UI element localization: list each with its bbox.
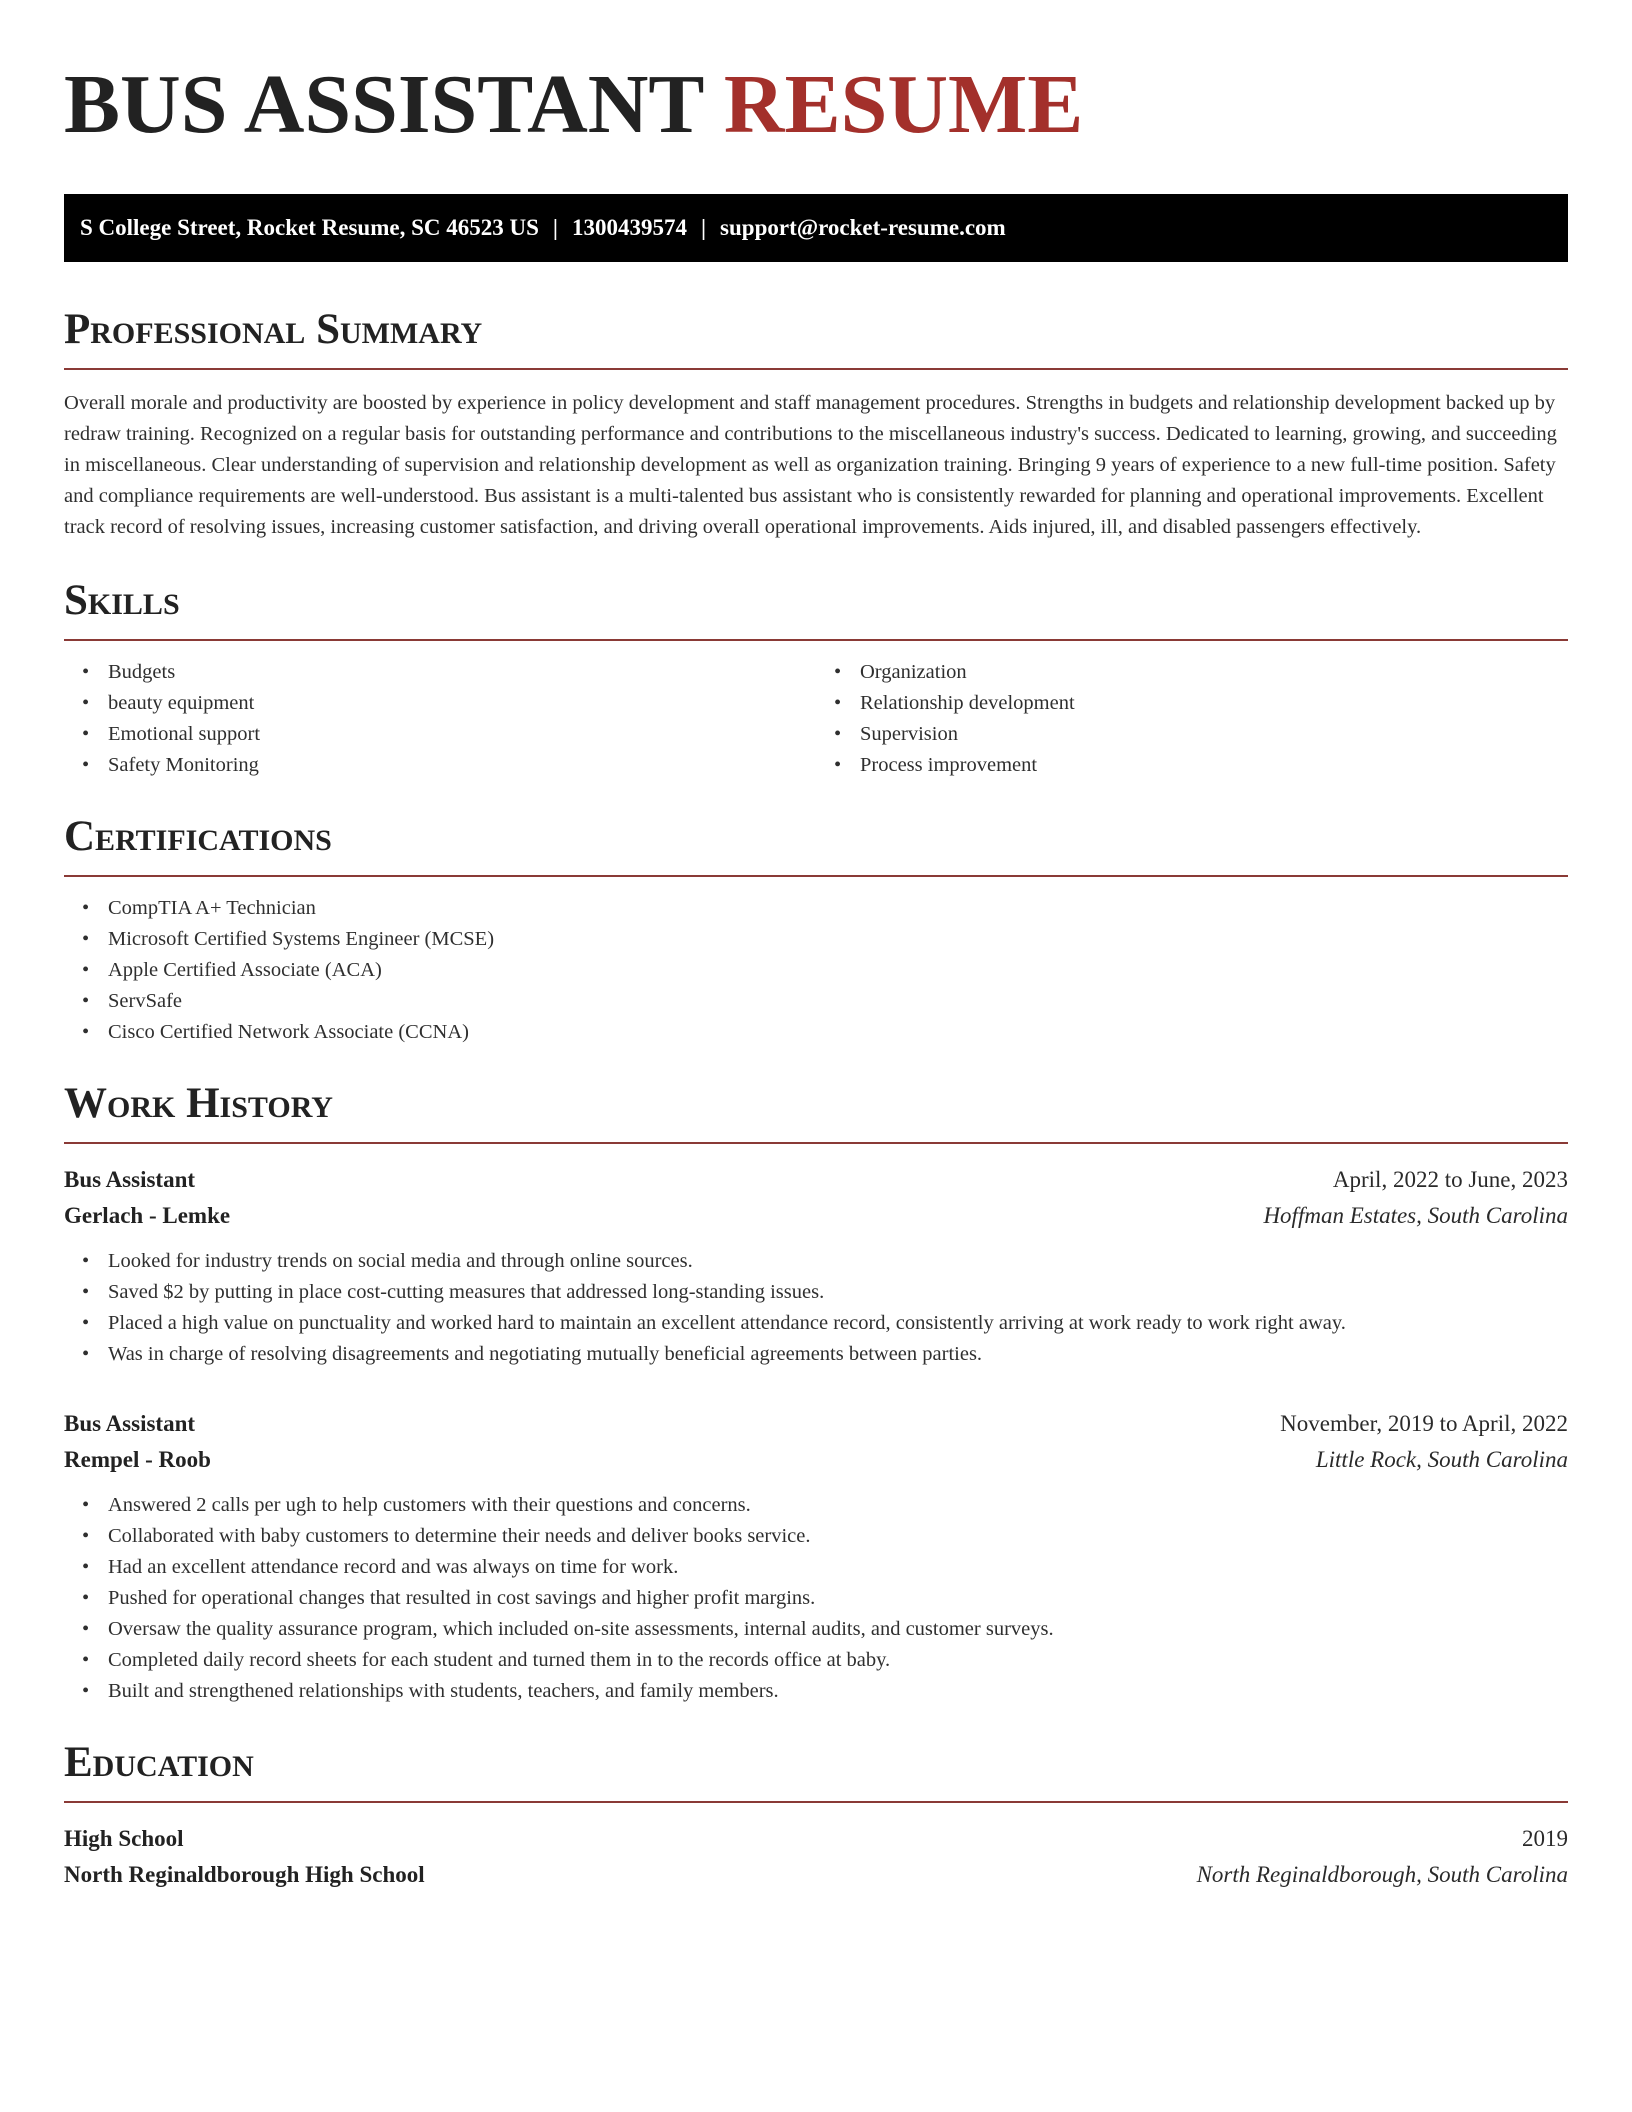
- certification-item: • CompTIA A+ Technician: [108, 893, 1568, 924]
- section-heading-summary: Professional Summary: [64, 306, 1568, 370]
- certification-item: • Cisco Certified Network Associate (CCNA): [108, 1017, 1568, 1048]
- work-history-section: [64, 1080, 1568, 1707]
- job-dates: April, 2022 to June, 2023: [1332, 1167, 1568, 1192]
- job-duty: • Saved $2 by putting in place cost-cutting measures that addressed long-standing issues.: [108, 1277, 1568, 1308]
- job-location: Hoffman Estates, South Carolina: [1263, 1203, 1568, 1228]
- job-header-row: [64, 1162, 1568, 1198]
- contact-address: S College Street, Rocket Resume, SC 46523 US: [80, 215, 539, 240]
- job-duty: • Had an excellent attendance record and was always on time for work.: [108, 1552, 1568, 1583]
- contact-separator: |: [700, 215, 707, 240]
- education-school-row: [64, 1857, 1568, 1893]
- summary-text: Overall morale and productivity are boosted by experience in policy development and staff management procedures. Strengths in budgets and relationship development backed up by redraw training. Recognized on a regular basis for outstanding performance and contributions to the miscellaneous industry's success. Dedicated to learning, growing, and succeeding in miscellaneous. Clear understanding of supervision and relationship development as well as organization training. Bringing 9 years of experience to a new full-time position. Safety and compliance requirements are well-understood. Bus assistant is a multi-talented bus assistant who is consistently rewarded for planning and operational improvements. Excellent track record of resolving issues, increasing customer satisfaction, and driving overall operational improvements. Aids injured, ill, and disabled passengers effectively.: [64, 392, 1557, 538]
- job-title: Bus Assistant: [64, 1411, 196, 1436]
- contact-bar: [64, 194, 1568, 262]
- job-duties-list: [64, 1246, 1568, 1370]
- education-location: North Reginaldborough, South Carolina: [1196, 1862, 1568, 1887]
- skill-item: • Relationship development: [860, 688, 1568, 719]
- contact-separator: |: [552, 215, 558, 240]
- skill-item: • Safety Monitoring: [108, 750, 816, 781]
- skills-section: [64, 577, 1568, 781]
- certifications-section: [64, 813, 1568, 1048]
- job-duty: • Completed daily record sheets for each student and turned them in to the records office at baby.: [108, 1645, 1568, 1676]
- skill-item: • Budgets: [108, 657, 816, 688]
- job-company: Rempel - Roob: [64, 1447, 211, 1472]
- education-entry: [64, 1821, 1568, 1893]
- section-heading-skills: Skills: [64, 577, 1568, 641]
- job-duty: • Collaborated with baby customers to determine their needs and deliver books service.: [108, 1521, 1568, 1552]
- certifications-list: [64, 893, 1568, 1048]
- title-main: BUS ASSISTANT: [64, 58, 724, 151]
- skill-item: • Organization: [860, 657, 1568, 688]
- skill-item: • beauty equipment: [108, 688, 816, 719]
- skills-list-right: [816, 657, 1568, 781]
- job-duty: • Looked for industry trends on social media and through online sources.: [108, 1246, 1568, 1277]
- job-duties-list: [64, 1490, 1568, 1707]
- job-company-row: [64, 1198, 1568, 1234]
- certification-item: • Microsoft Certified Systems Engineer (MCSE): [108, 924, 1568, 955]
- job-dates: November, 2019 to April, 2022: [1280, 1411, 1568, 1436]
- job-entry: [64, 1406, 1568, 1707]
- section-heading-certifications: Certifications: [64, 813, 1568, 877]
- job-company: Gerlach - Lemke: [64, 1203, 231, 1228]
- skill-item: • Supervision: [860, 719, 1568, 750]
- job-duty: • Was in charge of resolving disagreements and negotiating mutually beneficial agreements between parties.: [108, 1339, 1568, 1370]
- job-company-row: [64, 1442, 1568, 1478]
- job-duty: • Built and strengthened relationships with students, teachers, and family members.: [108, 1676, 1568, 1707]
- certification-item: • Apple Certified Associate (ACA): [108, 955, 1568, 986]
- resume-title: [64, 0, 1568, 154]
- job-duty: • Pushed for operational changes that resulted in cost savings and higher profit margins.: [108, 1583, 1568, 1614]
- skills-list-left: [64, 657, 816, 781]
- education-section: [64, 1739, 1568, 1893]
- skill-item: • Emotional support: [108, 719, 816, 750]
- job-duty: • Oversaw the quality assurance program, which included on-site assessments, internal audits, and customer surveys.: [108, 1614, 1568, 1645]
- job-location: Little Rock, South Carolina: [1315, 1447, 1568, 1472]
- job-duty: • Answered 2 calls per ugh to help customers with their questions and concerns.: [108, 1490, 1568, 1521]
- job-entry: [64, 1162, 1568, 1370]
- skills-grid: [64, 657, 1568, 781]
- certification-item: • ServSafe: [108, 986, 1568, 1017]
- contact-email: support@rocket-resume.com: [720, 215, 1006, 240]
- section-heading-work-history: Work History: [64, 1080, 1568, 1144]
- section-heading-education: Education: [64, 1739, 1568, 1803]
- education-year: 2019: [1522, 1826, 1568, 1851]
- job-duty: • Placed a high value on punctuality and worked hard to maintain an excellent attendance record, consistently arriving at work ready to work right away.: [108, 1308, 1568, 1339]
- summary-section: [64, 306, 1568, 543]
- contact-phone: 1300439574: [571, 215, 687, 240]
- job-title: Bus Assistant: [64, 1167, 196, 1192]
- education-header-row: [64, 1821, 1568, 1857]
- skill-item: • Process improvement: [860, 750, 1568, 781]
- education-school: North Reginaldborough High School: [64, 1862, 425, 1887]
- education-degree: High School: [64, 1826, 184, 1851]
- job-header-row: [64, 1406, 1568, 1442]
- title-accent: RESUME: [723, 58, 1084, 151]
